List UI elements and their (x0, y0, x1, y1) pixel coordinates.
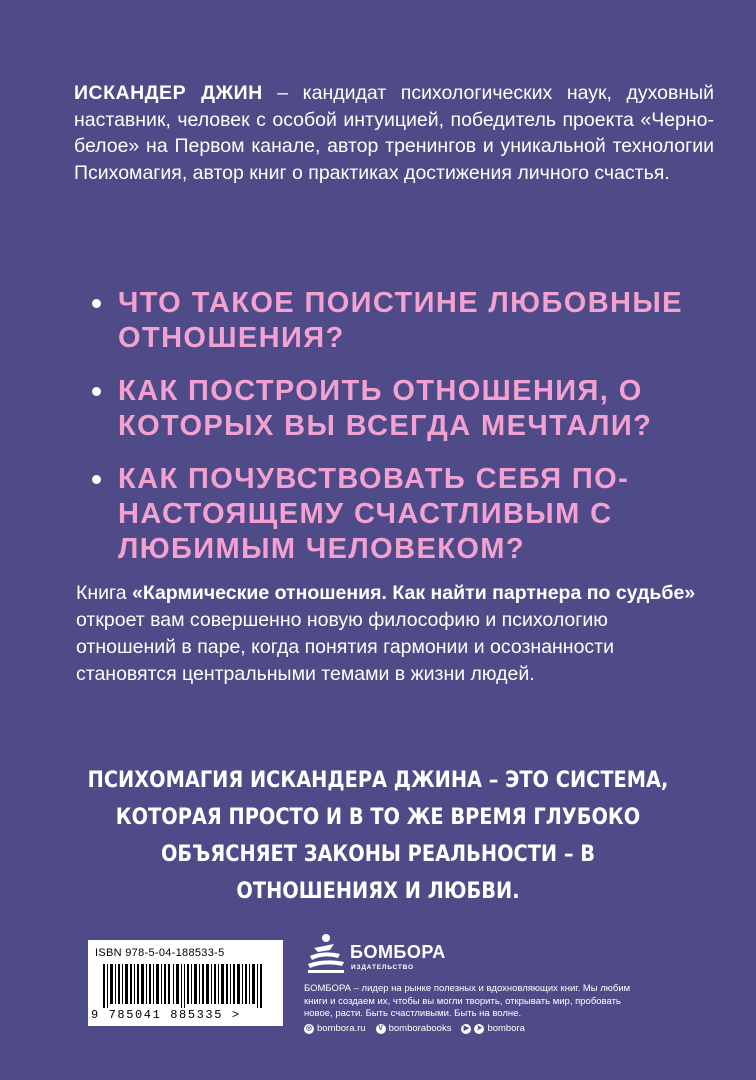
question-item: ЧТО ТАКОЕ ПОИСТИНЕ ЛЮБОВНЫЕ ОТНОШЕНИЯ? (92, 286, 722, 356)
publisher-sub: ИЗДАТЕЛЬСТВО (351, 964, 414, 971)
youtube-icon: ▶ (461, 1024, 471, 1034)
question-item: КАК ПОЧУВСТВОВАТЬ СЕБЯ ПО-НАСТОЯЩЕМУ СЧАСТЛИВЫМ С ЛЮБИМЫМ ЧЕЛОВЕКОМ? (92, 462, 722, 567)
bombora-logo-icon (304, 932, 348, 976)
about-prefix: Книга (76, 582, 132, 604)
bullet-dot-icon (92, 387, 101, 396)
instagram-icon: ◎ (305, 1024, 313, 1032)
book-description (76, 580, 706, 688)
publisher-name: БОМБОРА (350, 942, 446, 962)
question-list (92, 286, 722, 585)
barcode-icon (95, 964, 276, 1008)
social-links (304, 1023, 525, 1034)
author-name: ИСКАНДЕР ДЖИН (74, 82, 263, 104)
publisher-description: БОМБОРА – лидер на рынке полезных и вдохновляющих книг. Мы любим книги и создаем их, чтобы вы могли творить, открывать мир, пробовать новое, расти. Быть счастливыми. Быть на волне. (304, 983, 631, 1019)
about-rest: откроет вам совершенно новую философию и психологию отношений в паре, когда понятия гармонии и осознанности становятся центральными темами в жизни людей. (76, 609, 614, 685)
question-item: КАК ПОСТРОИТЬ ОТНОШЕНИЯ, О КОТОРЫХ ВЫ ВСЕГДА МЕЧТАЛИ? (92, 374, 722, 444)
social-link-vk[interactable]: V bomborabooks (376, 1023, 452, 1034)
bullet-dot-icon (92, 299, 101, 308)
book-title: «Кармические отношения. Как найти партнера по судьбе» (131, 582, 696, 604)
author-bio (74, 80, 714, 186)
isbn-barcode-box (88, 940, 283, 1026)
social-link-telegram[interactable]: ▶ ➤ bombora (461, 1023, 525, 1034)
telegram-icon: ➤ (474, 1024, 484, 1034)
author-bio-text: – кандидат психологических наук, духовный наставник, человек с особой интуицией, победитель проекта «Черно-белое» на Первом канале, автор тренингов и уникальной технологии Психомагия, автор книг о практиках достижения личного счастья. (74, 82, 714, 184)
vk-icon: V (376, 1024, 386, 1034)
bullet-dot-icon (92, 475, 101, 484)
tagline: ПСИХОМАГИЯ ИСКАНДЕРА ДЖИНА – ЭТО СИСТЕМА, КОТОРАЯ ПРОСТО И В ТО ЖЕ ВРЕМЯ ГЛУБОКО ОБЪЯСНЯЕТ ЗАКОНЫ РЕАЛЬНОСТИ – В ОТНОШЕНИЯХ И ЛЮБВИ. (87, 767, 669, 904)
social-link-site[interactable]: ◎ bombora.ru (305, 1023, 366, 1034)
isbn-digits: 9 785041 885335 > (91, 1008, 241, 1022)
isbn-label: ISBN 978-5-04-188533-5 (95, 947, 225, 959)
